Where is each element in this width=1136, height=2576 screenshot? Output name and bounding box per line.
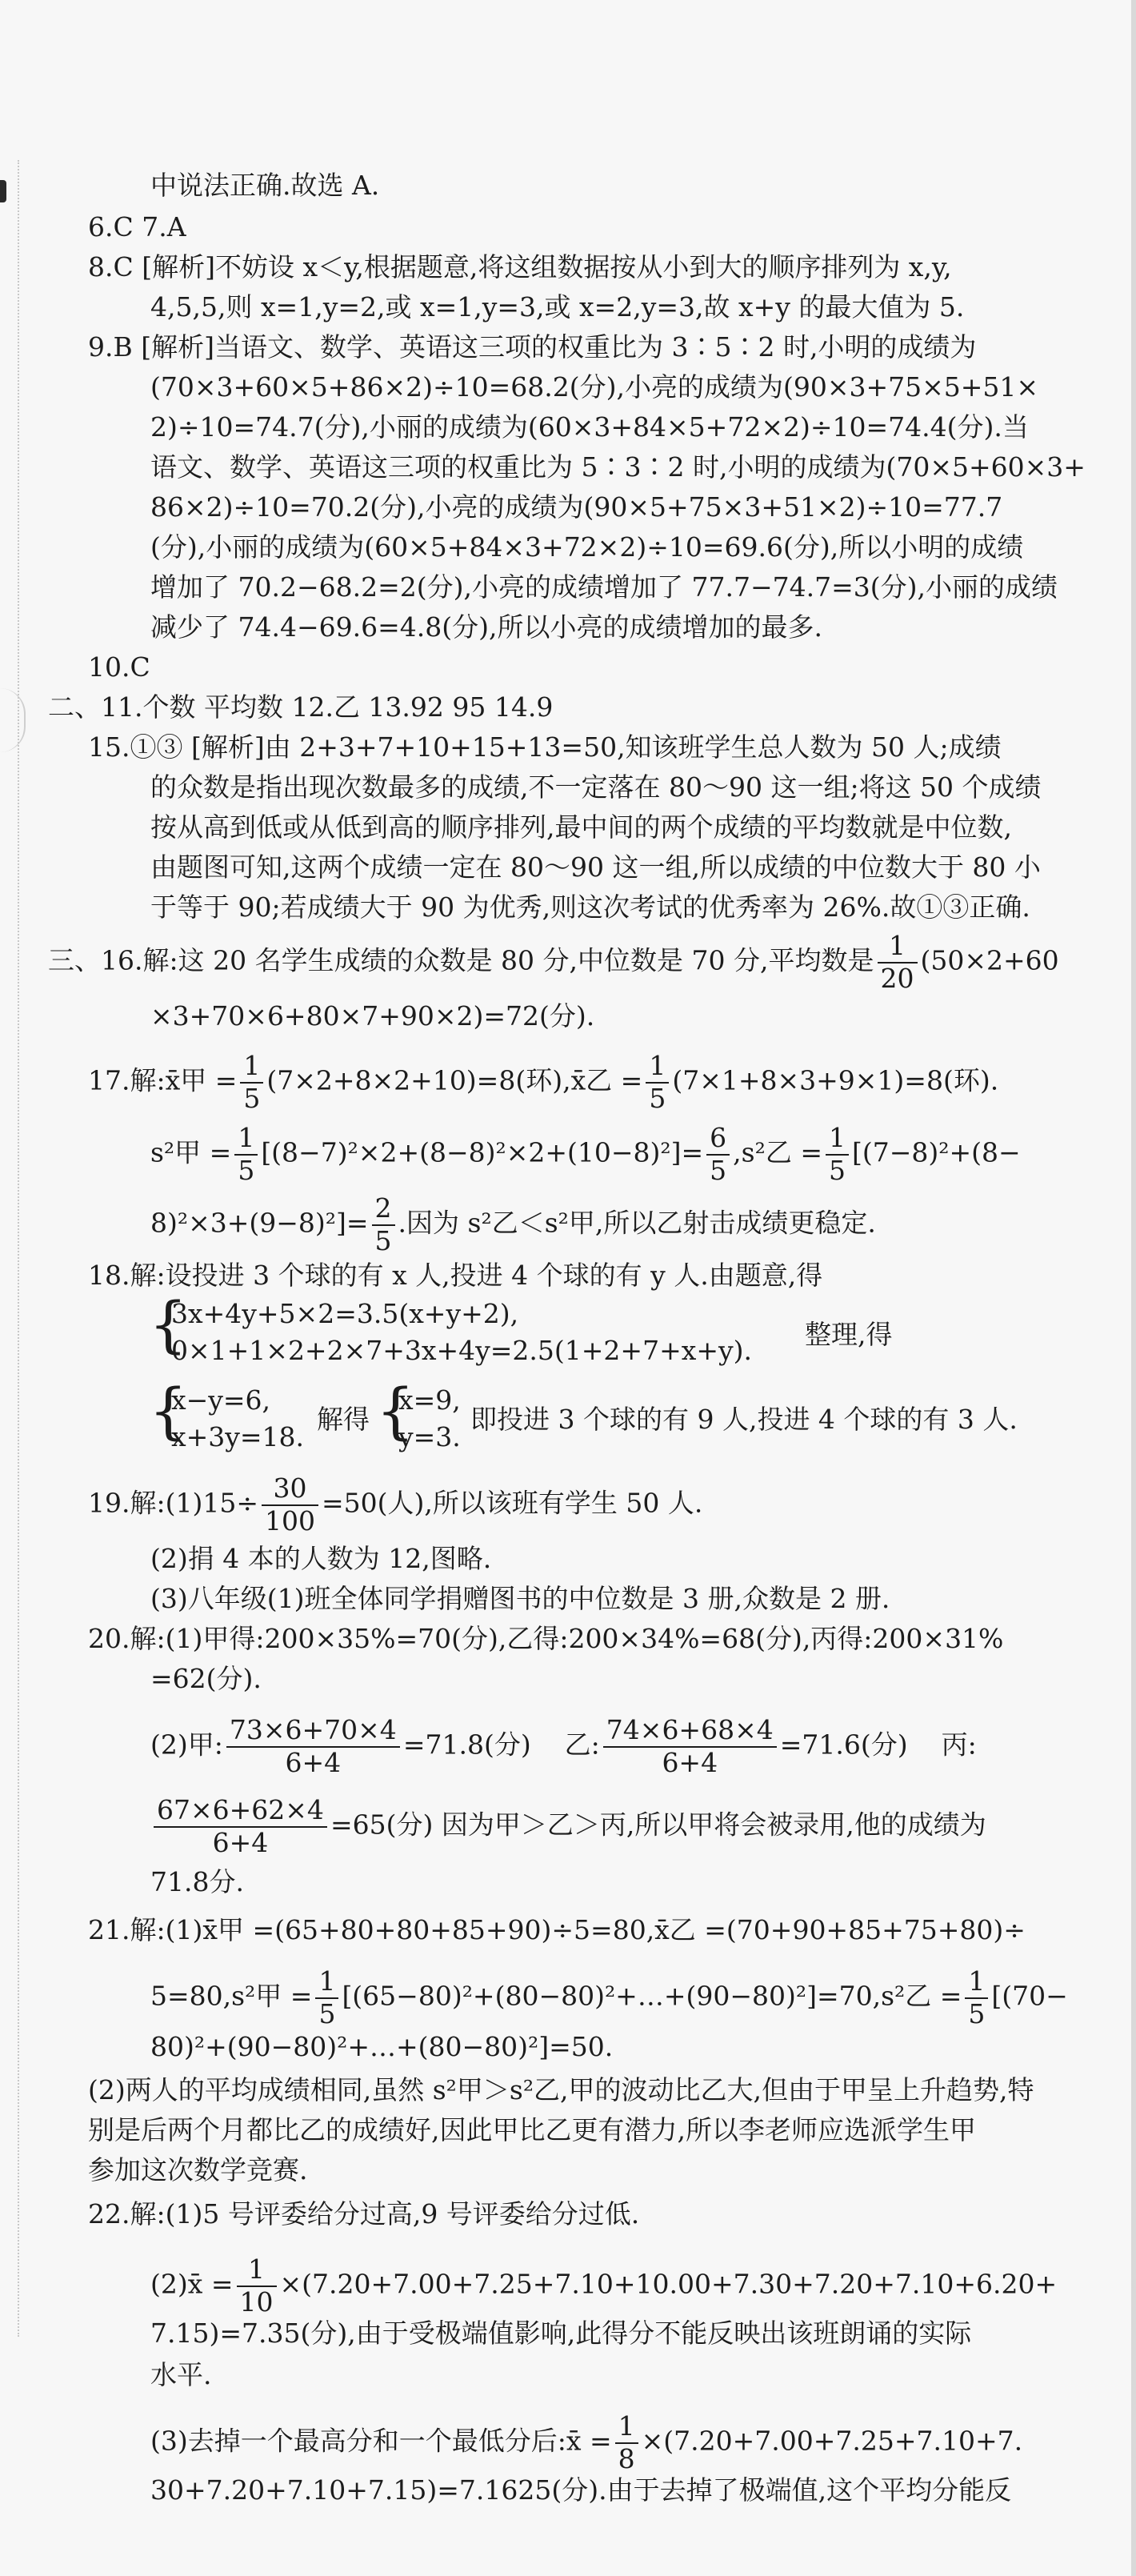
fraction-denominator: 100 [265, 1504, 315, 1536]
fraction-denominator: 5 [374, 1224, 392, 1256]
text-segment: 8)²×3+(9−8)²]= [150, 1207, 369, 1239]
text-segment: =71.6(分) [779, 1729, 908, 1761]
text-segment: =50(人),所以该班有学生 50 人. [322, 1487, 703, 1519]
fraction [234, 1124, 258, 1184]
equation-line: x=9, [398, 1384, 461, 1416]
text-segment: 5=80,s²甲 = [150, 1980, 313, 2012]
text-line: 80)²+(90−80)²+…+(80−80)²]=50. [150, 2031, 614, 2062]
text-line [88, 1472, 703, 1536]
text-line: 增加了 70.2−68.2=2(分),小亮的成绩增加了 77.7−74.7=3(分),小丽的成绩 [150, 571, 1058, 603]
text-segment: 19.解:(1)15÷ [88, 1487, 258, 1519]
text-segment: (2)x̄ = [150, 2268, 234, 2300]
text-line: 2)÷10=74.7(分),小丽的成绩为(60×3+84×5+72×2)÷10=74.4(分).当 [150, 411, 1029, 443]
text-segment: ×(7.20+7.00+7.25+7.10+10.00+7.30+7.20+7.10+6.20+ [279, 2268, 1058, 2300]
text-line [150, 2410, 1023, 2474]
text-segment: (7×2+8×2+10)=8(环),x̄乙 = [266, 1064, 643, 1096]
fraction-denominator: 5 [243, 1082, 261, 1114]
fraction-denominator: 10 [239, 2286, 274, 2318]
binding-arc [0, 688, 26, 752]
margin-dotted-line [18, 160, 21, 2337]
fraction-numerator: 1 [965, 1968, 988, 1999]
fraction-numerator: 1 [240, 1052, 263, 1084]
equation-line: x−y=6, [171, 1384, 271, 1416]
text-line: 水平. [150, 2359, 212, 2390]
text-segment: 整理,得 [805, 1319, 893, 1350]
fraction-numerator: 1 [826, 1124, 849, 1156]
fraction [965, 1965, 988, 2029]
text-segment: .因为 s²乙＜s²甲,所以乙射击成绩更稳定. [398, 1207, 876, 1239]
equation-line: 0×1+1×2+2×7+3x+4y=2.5(1+2+7+x+y). [171, 1335, 752, 1366]
text-segment: 乙: [564, 1729, 600, 1761]
text-line: 4,5,5,则 x=1,y=2,或 x=1,y=3,或 x=2,y=3,故 x+y 的最大值为 5. [150, 291, 965, 323]
text-line: 语文、数学、英语这三项的权重比为 5∶3∶2 时,小明的成绩为(70×5+60×3+ [150, 451, 1086, 483]
text-segment: 解得 [317, 1404, 370, 1435]
text-segment: [(8−7)²×2+(8−8)²×2+(10−8)²]= [261, 1136, 704, 1168]
fraction [262, 1472, 318, 1536]
text-line: 中说法正确.故选 A. [150, 170, 380, 201]
text-line: 18.解:设投进 3 个球的有 x 人,投进 4 个球的有 y 人.由题意,得 [88, 1260, 823, 1291]
fraction-denominator: 20 [880, 962, 914, 994]
fraction [240, 1052, 263, 1112]
text-segment: (3)去掉一个最高分和一个最低分后:x̄ = [150, 2425, 612, 2457]
text-line [88, 1052, 998, 1112]
text-line: 10.C [88, 651, 150, 683]
text-line: (70×3+60×5+86×2)÷10=68.2(分),小亮的成绩为(90×3+75×5+51× [150, 371, 1039, 403]
text-line [150, 1192, 876, 1256]
text-line: 的众数是指出现次数最多的成绩,不一定落在 80～90 这一组;将这 50 个成绩 [150, 771, 1042, 803]
text-segment: s²甲 = [150, 1136, 232, 1168]
text-line: 别是后两个月都比乙的成绩好,因此甲比乙更有潜力,所以李老师应选派学生甲 [88, 2114, 976, 2145]
text-line: 二、11.个数 平均数 12.乙 13.92 95 14.9 [48, 691, 554, 723]
text-line: 参加这次数学竞赛. [88, 2154, 308, 2185]
fraction-numerator: 1 [234, 1124, 258, 1156]
text-line [150, 1124, 1021, 1184]
fraction-denominator: 5 [710, 1154, 727, 1186]
fraction-numerator: 1 [615, 2413, 638, 2444]
equation-brace: { [376, 1375, 415, 1446]
text-segment: [(7−8)²+(8− [851, 1136, 1021, 1168]
fraction-numerator: 1 [878, 932, 918, 963]
fraction-numerator: 1 [315, 1968, 338, 1999]
fraction [603, 1714, 777, 1778]
text-line: 9.B [解析]当语文、数学、英语这三项的权重比为 3∶5∶2 时,小明的成绩为 [88, 331, 977, 363]
fraction-denominator: 5 [828, 1154, 846, 1186]
fraction [372, 1192, 395, 1256]
fraction [226, 1714, 400, 1778]
fraction-numerator: 2 [372, 1195, 395, 1226]
text-line: (分),小丽的成绩为(60×5+84×3+72×2)÷10=69.6(分),所以小明的成绩 [150, 531, 1024, 563]
fraction [615, 2410, 638, 2474]
fraction [706, 1124, 730, 1184]
text-line: 30+7.20+7.10+7.15)=7.1625(分).由于去掉了极端值,这个平均分能反 [150, 2474, 1012, 2506]
text-line [150, 1714, 977, 1778]
fraction-denominator: 6+4 [662, 1746, 718, 1778]
text-segment: [(70− [991, 1980, 1068, 2012]
text-segment: 即投进 3 个球的有 9 人,投进 4 个球的有 3 人. [470, 1404, 1018, 1435]
fraction-denominator: 6+4 [285, 1746, 342, 1778]
text-line: 86×2)÷10=70.2(分),小亮的成绩为(90×5+75×3+51×2)÷10=77.7 [150, 491, 1003, 523]
fraction-numerator: 30 [262, 1475, 318, 1506]
text-line: 22.解:(1)5 号评委给分过高,9 号评委给分过低. [88, 2198, 640, 2229]
fraction [826, 1124, 849, 1184]
text-line: =62(分). [150, 1663, 262, 1694]
text-line: 由题图可知,这两个成绩一定在 80～90 这一组,所以成绩的中位数大于 80 小 [150, 851, 1041, 883]
fraction-denominator: 5 [318, 1997, 336, 2029]
equation-line: 3x+4y+5×2=3.5(x+y+2), [171, 1298, 519, 1329]
fraction-numerator: 1 [646, 1052, 669, 1084]
text-segment: ,s²乙 = [733, 1136, 822, 1168]
equation-line: x+3y=18. [171, 1421, 305, 1452]
text-line: 20.解:(1)甲得:200×35%=70(分),乙得:200×34%=68(分),丙得:200×31% [88, 1623, 1004, 1654]
text-segment: 三、16.解:这 20 名学生成绩的众数是 80 分,中位数是 70 分,平均数是 [48, 944, 874, 976]
text-line: 减少了 74.4−69.6=4.8(分),所以小亮的成绩增加的最多. [150, 611, 822, 643]
fraction-numerator: 1 [237, 2256, 277, 2287]
text-segment: =65(分) 因为甲＞乙＞丙,所以甲将会被录用,他的成绩为 [330, 1809, 986, 1841]
text-line: 21.解:(1)x̄甲 =(65+80+80+85+90)÷5=80,x̄乙 =(70+90+85+75+80)÷ [88, 1914, 1026, 1945]
fraction-denominator: 5 [649, 1082, 666, 1114]
text-line: 71.8分. [150, 1866, 244, 1897]
text-line: 于等于 90;若成绩大于 90 为优秀,则这次考试的优秀率为 26%.故①③正确. [150, 891, 1030, 923]
fraction-denominator: 8 [618, 2442, 635, 2474]
fraction [878, 932, 918, 992]
page-edge [1131, 0, 1136, 2576]
text-line: 7.15)=7.35(分),由于受极端值影响,此得分不能反映出该班朗诵的实际 [150, 2318, 972, 2349]
fraction-numerator: 6 [706, 1124, 730, 1156]
fraction [646, 1052, 669, 1112]
text-line [48, 932, 1059, 992]
text-segment: [(65−80)²+(80−80)²+…+(90−80)²]=70,s²乙 = [342, 1980, 962, 2012]
equation-line: y=3. [398, 1421, 461, 1452]
text-line [150, 2253, 1058, 2318]
text-line: (2)两人的平均成绩相同,虽然 s²甲＞s²乙,甲的波动比乙大,但由于甲呈上升趋势,特 [88, 2074, 1034, 2105]
text-segment: 丙: [941, 1729, 977, 1761]
text-line: ×3+70×6+80×7+90×2)=72(分). [150, 1000, 595, 1032]
equation-brace: { [149, 1288, 188, 1360]
binding-dot [0, 180, 6, 202]
fraction-numerator: 73×6+70×4 [226, 1717, 400, 1748]
text-line: (3)八年级(1)班全体同学捐赠图书的中位数是 3 册,众数是 2 册. [150, 1583, 890, 1614]
fraction [237, 2253, 277, 2318]
fraction-numerator: 74×6+68×4 [603, 1717, 777, 1748]
equation-brace: { [149, 1375, 188, 1446]
text-line: 8.C [解析]不妨设 x＜y,根据题意,将这组数据按从小到大的顺序排列为 x,y, [88, 251, 952, 282]
text-line: 6.C 7.A [88, 211, 186, 242]
fraction [315, 1965, 338, 2029]
text-segment: =71.8(分) [402, 1729, 531, 1761]
text-segment: 17.解:x̄甲 = [88, 1064, 238, 1096]
text-segment: (50×2+60 [920, 944, 1059, 976]
fraction-denominator: 5 [238, 1154, 255, 1186]
text-line: 按从高到低或从低到高的顺序排列,最中间的两个成绩的平均数就是中位数, [150, 811, 1012, 843]
fraction-denominator: 5 [968, 1997, 986, 2029]
text-segment: (2)甲: [150, 1729, 223, 1761]
text-line [150, 1965, 1068, 2029]
fraction [154, 1794, 327, 1858]
text-line [150, 1794, 986, 1858]
text-segment: ×(7.20+7.00+7.25+7.10+7. [641, 2425, 1023, 2457]
text-segment: (7×1+8×3+9×1)=8(环). [672, 1064, 999, 1096]
fraction-numerator: 67×6+62×4 [154, 1797, 327, 1828]
text-line: (2)捐 4 本的人数为 12,图略. [150, 1543, 492, 1574]
fraction-denominator: 6+4 [212, 1826, 269, 1858]
text-line: 15.①③ [解析]由 2+3+7+10+15+13=50,知该班学生总人数为 50 人;成绩 [88, 731, 1002, 763]
